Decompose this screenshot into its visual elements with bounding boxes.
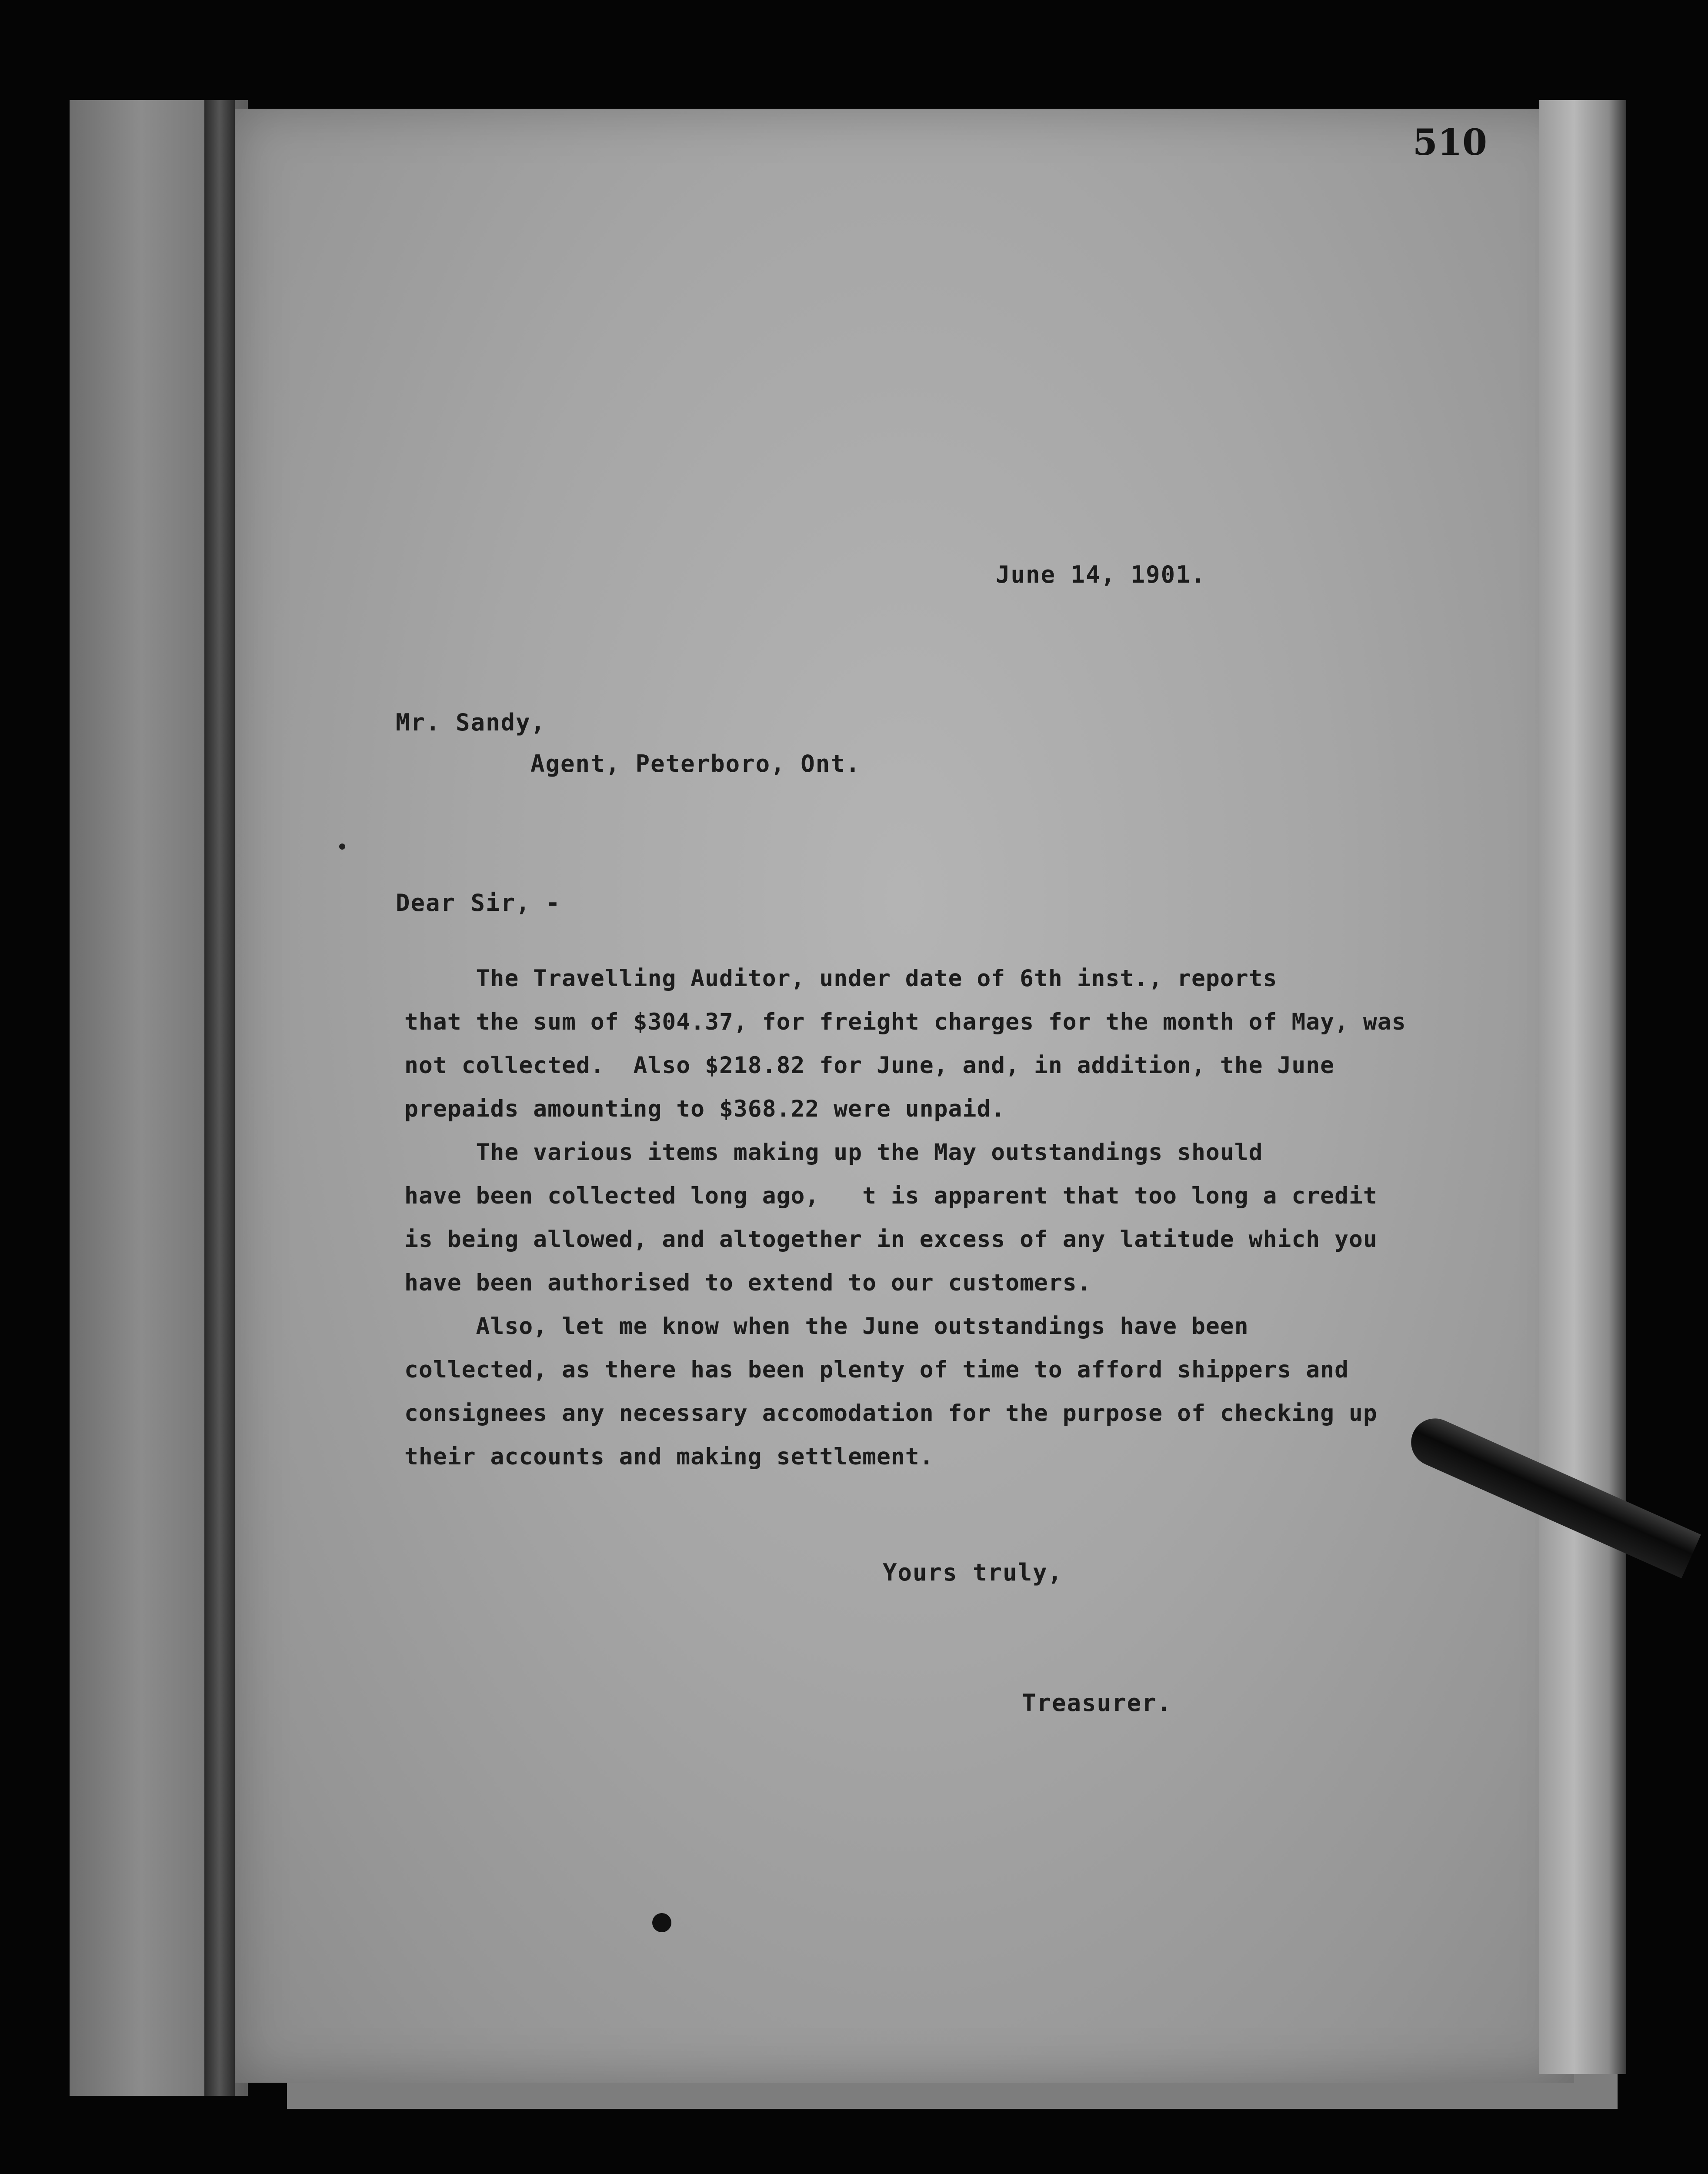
body-line: The Travelling Auditor, under date of 6th inst., reports (404, 965, 1278, 992)
body-line: have been authorised to extend to our customers. (404, 1270, 1091, 1296)
body-line: consignees any necessary accomodation for the purpose of checking up (404, 1400, 1378, 1427)
signature-title: Treasurer. (1022, 1689, 1172, 1717)
binder-gap (204, 100, 235, 2096)
salutation: Dear Sir, - (396, 889, 561, 917)
body-line: collected, as there has been plenty of time to afford shippers and (404, 1357, 1349, 1383)
ink-dot (652, 1913, 671, 1932)
body-line: Also, let me know when the June outstandings have been (404, 1313, 1249, 1340)
body-line: that the sum of $304.37, for freight charges for the month of May, was (404, 1009, 1406, 1035)
ink-speck (339, 844, 345, 850)
body-line: their accounts and making settlement. (404, 1444, 934, 1470)
page-right-edge (1539, 100, 1626, 2074)
body-line: is being allowed, and altogether in excess of any latitude which you (404, 1226, 1378, 1253)
letter-date: June 14, 1901. (996, 561, 1206, 588)
recipient-title: Agent, Peterboro, Ont. (530, 750, 861, 777)
body-line: have been collected long ago, t is apparent that too long a credit (404, 1183, 1378, 1209)
recipient-name: Mr. Sandy, (396, 709, 546, 736)
body-line: The various items making up the May outstandings should (404, 1139, 1263, 1166)
page-number: 510 (1412, 122, 1487, 163)
body-line: prepaids amounting to $368.22 were unpaid. (404, 1096, 1006, 1122)
closing: Yours truly, (883, 1559, 1063, 1586)
body-line: not collected. Also $218.82 for June, and, in addition, the June (404, 1052, 1335, 1079)
